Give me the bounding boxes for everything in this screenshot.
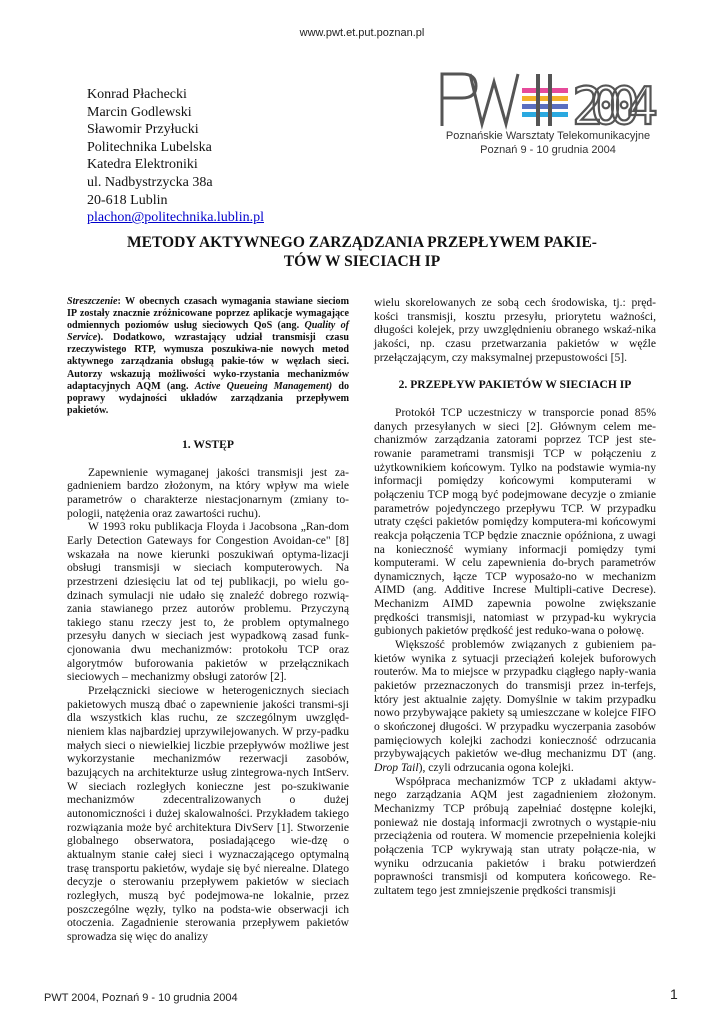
paragraph: Protokół TCP uczestniczy w transporcie ponad 85% danych przesyłanych w sieci [2]. Głównym celem me-chanizmów zarządzania zatorami poprzez TCP jest ste-rowanie parametrami transmisji TCP w połączeniu z użytkownikiem końcowym. Tylko na podstawie wymia-ny informacji pomiędzy końcowymi komputerami w połączeniu TCP mogą być podejmowane decyzje o zmianie parametrów pojedynczego przepływu TCP. W przypadku utraty części pakietów pomiędzy komputera-mi końcowymi reakcja połączenia TCP będzie znacznie opóźniona, z uwagi na konieczność wymiany informacji pomiędzy tymi komputerami. W celu zapewnienia do-brych parametrów dynamicznych, łącze TCP wyposażo-no w mechanizm AIMD (ang. Additive Increse Multipli-cative Decrese). Mechanizm AIMD zapewnia powolne zwiększanie prędkości transmisji, natomiast w przypad-ku wykrycia gubionych pakietów prędkość jest reduko-wana o połowę. xyxy=(374,405,656,638)
paragraph xyxy=(374,638,656,775)
abstract xyxy=(67,296,349,417)
logo-caption-workshop: Poznańskie Warsztaty Telekomunikacyjne xyxy=(445,130,651,142)
paragraph-text: ), czyli odrzucania ogona kolejki. xyxy=(418,761,574,774)
section-heading-packet-flow: 2. PRZEPŁYW PAKIETÓW W SIECIACH IP xyxy=(398,378,632,392)
logo-caption-date: Poznań 9 - 10 grudnia 2004 xyxy=(480,144,616,156)
paragraph: Współpraca mechanizmów TCP z układami aktyw-nego zarządzania AQM jest zagadnieniem złożonym. Mechanizmy TCP próbują zapełniać dostępne kolejki, ponieważ nie dostają informacji zwrotnych o wystąpie-niu przeciążenia od routera. W momencie przepełnienia kolejki połączenia TCP wykrywają stan utraty połącze-nia, w wyniku odrzucania pakietów i braku potwierdzeń poprawności transmisji od komputera końcowego. Re-zultatem tego jest zmniejszenie prędkości transmisji xyxy=(374,774,656,897)
paragraph: W 1993 roku publikacja Floyda i Jacobsona „Ran-dom Early Detection Gateways for Congestion Avoidan-ce" [8] wskazała na nowe kierunki poszukiwań optyma-lizacji obsługi transmisji w sieciach komputerowych. Na przestrzeni dziesięciu lat od tej publikacji, po wielu go-dzinach symulacji nie udało się znaleźć dobrego rozwią-zania stawianego przez autorów problemu. Przyczyną takiego stanu rzeczy jest to, że problem optymalnego przesyłu danych w sieciach jest wypadkową zasad funk-cjonowania dwu mechanizmów: protokołu TCP oraz algorytmów buforowania pakietów w przełącznikach sieciowych – mechanizmy obsługi zatorów [2]. xyxy=(67,520,349,684)
paragraph: Przełącznicki sieciowe w heterogenicznych sieciach pakietowych muszą dbać o zapewnienie jakości transmi-sji dla wszystkich klas ruchu, ze szczególnym uwzględ-nieniem klas najbardziej uprzywilejowanych. W przy-padku małych sieci o niewielkiej liczbie przepływów możliwe jest wykorzystanie mechanizmów rezerwacji zasobów, bazujących na architekturze usług zintegrowa-nych IntServ. W sieciach rozległych konieczne jest po-szukiwanie mechanizmów zdecentralizowanych o dużej autonomiczności i dużej skalowalności. Przykładem takiego rozwiązania może być architektura DivServ [1]. Stworzenie globalnego obserwatora, posiadającego wie-dzę o aktualnym stanie całej sieci i wyznaczającego optymalną trasę transportu pakietów, wydaje się być nierealne. Dlatego decyzje o sterowaniu przepływem pakietów w sieciach rozległych, muszą być podejmowa-ne lokalnie, przez poszczególne węzły, tylko na podsta-wie obserwacji ich otoczenia. Zagadnienie sterowania przepływem pakietów sprowadza się więc do analizy xyxy=(67,684,349,943)
abstract-text: ). Dodatkowo, wzrastający udział transmisji czasu rzeczywistego RTP, wymusza poszukiwa-nie nowych metod aktywnego zarządzania obsługą pakie-tów w węzłach sieci. Autorzy wskazują możliwości wyko-rzystania mechanizmów adaptacyjnych AQM (ang. xyxy=(67,332,349,392)
abstract-text: do poprawy wydajności układów zarządzania przepływem pakietów. xyxy=(67,380,350,416)
drop-tail-term: Drop Tail xyxy=(374,761,419,774)
paragraph: Zapewnienie wymaganej jakości transmisji jest za-gadnieniem bardzo złożonym, na który wpływ ma wiele parametrów o charakterze niestacjonarnym (zmiany to-pologii, natężenia oraz zawartości ruchu). xyxy=(67,465,349,520)
title-line: METODY AKTYWNEGO ZARZĄDZANIA PRZEPŁYWEM PAKIE- xyxy=(127,234,597,251)
author-name: Marcin Godlewski xyxy=(87,104,192,120)
author-block xyxy=(87,86,264,227)
author-name: Sławomir Przyłucki xyxy=(87,122,199,138)
left-column xyxy=(67,296,349,944)
svg-text:2004: 2004 xyxy=(572,77,658,130)
pwt-2004-logo-icon xyxy=(436,66,660,130)
abstract-label: Streszczenie xyxy=(67,296,118,307)
department: Katedra Elektroniki xyxy=(87,157,198,173)
pwt-logo xyxy=(436,66,660,164)
author-name: Konrad Płachecki xyxy=(87,87,187,102)
address-city: 20-618 Lublin xyxy=(87,192,168,208)
section-heading-intro: 1. WSTĘP xyxy=(182,437,234,451)
abstract-aqm-term: Active Queueing Management) xyxy=(194,380,333,392)
page-number: 1 xyxy=(670,986,678,1002)
footer-conference: PWT 2004, Poznań 9 - 10 grudnia 2004 xyxy=(44,992,238,1004)
address-street: ul. Nadbystrzycka 38a xyxy=(87,174,213,190)
header-url[interactable]: www.pwt.et.put.poznan.pl xyxy=(299,27,425,39)
abstract-text: : W obecnych czasach wymagania stawiane sieciom IP zostały znacznie zróżnicowane poprzez aplikacje wymagające odmiennych poziomów usług sieciowych QoS (ang. xyxy=(67,296,349,332)
paragraph: wielu skorelowanych ze sobą cech środowiska, tj.: pręd-kości transmisji, kosztu przesyłu, priorytetu ważności, długości kolejek, przy uwzględnieniu obranego wskaź-nika jakości, np. czasu przetwarzania pakietów w węźle przełączającym, czy maksymalnej przepustowości [5]. xyxy=(374,296,656,364)
paper-title xyxy=(90,233,634,271)
right-column xyxy=(374,296,656,898)
title-line: TÓW W SIECIACH IP xyxy=(283,253,441,270)
email-link[interactable]: plachon@politechnika.lublin.pl xyxy=(87,210,264,226)
paragraph-text: Większość problemów związanych z gubieniem pa-kietów wynika z sytuacji przeciążeń kolejek buforowych routerów. Ma to miejsce w przypadku ciągłego napły-wania pakietów przeznaczonych do transmisji przez in-terfejs, który jest aktualnie zajęty. Domyślnie w takim przypadku nowo przybywające pakiety są umieszczane w kolejce FIFO o skończonej długości. W przypadku wyczerpania zasobów pamięciowych kolejki zachodzi konieczność odrzucania przybywających pakietów we-dług mechanizmu DT (ang. xyxy=(374,638,656,761)
affiliation: Politechnika Lubelska xyxy=(87,139,212,155)
abstract-qos-term: Quality of Service xyxy=(67,320,350,344)
